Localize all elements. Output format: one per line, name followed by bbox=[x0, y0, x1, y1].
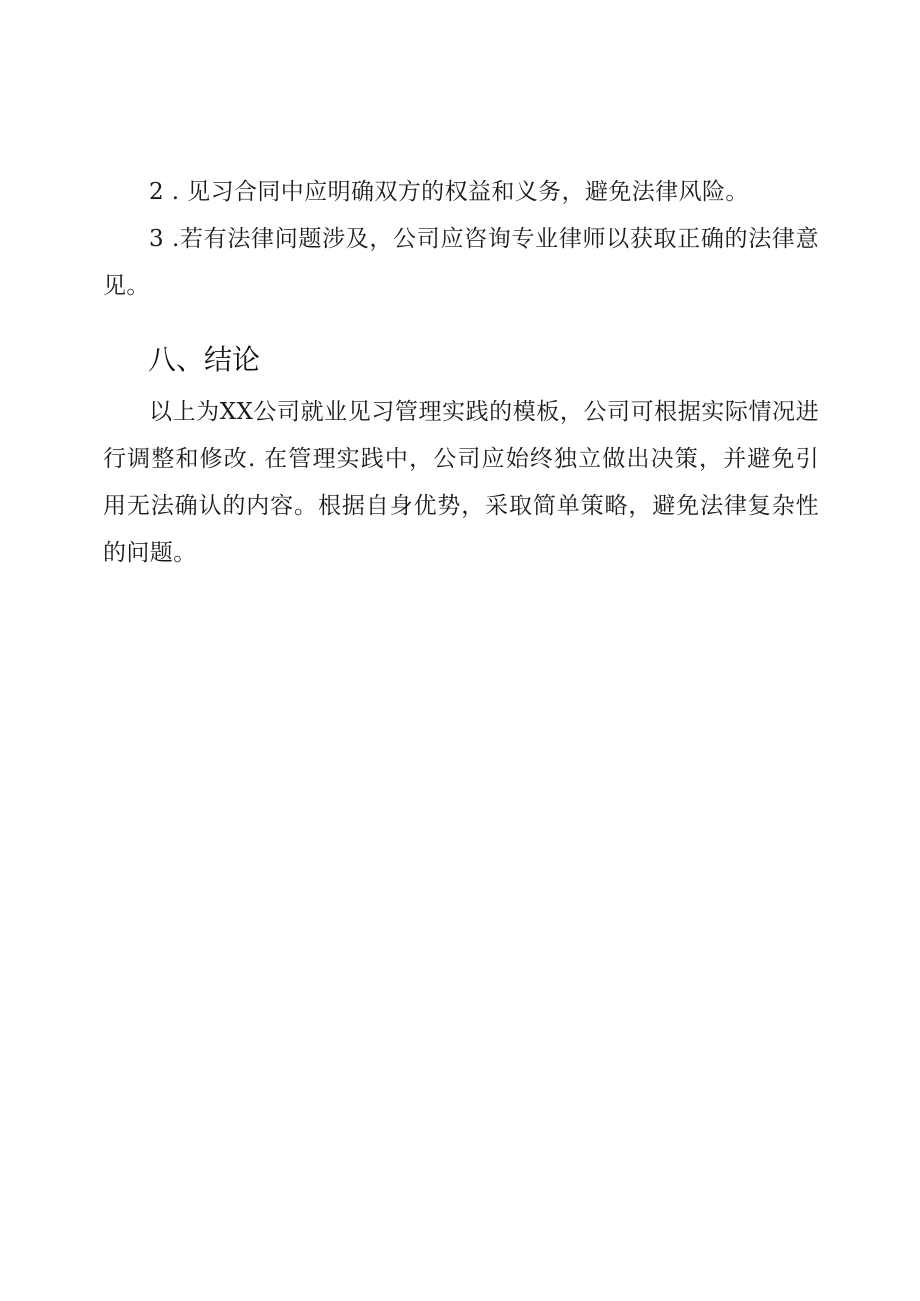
list-item-2: 2 . 见习合同中应明确双方的权益和义务，避免法律风险。 bbox=[149, 179, 749, 205]
conclusion-paragraph: 以上为XX公司就业见习管理实践的模板，公司可根据实际情况进行调整和修改. 在管理实践中，公司应始终独立做出决策，并避免引用无法确认的内容。根据自身优势，采取简单策略，避免法律复杂性的问题。 bbox=[103, 399, 819, 566]
section-heading-conclusion: 八、结论 bbox=[148, 343, 261, 376]
list-item-3: 3 .若有法律问题涉及，公司应咨询专业律师以获取正确的法律意见。 bbox=[103, 226, 819, 299]
